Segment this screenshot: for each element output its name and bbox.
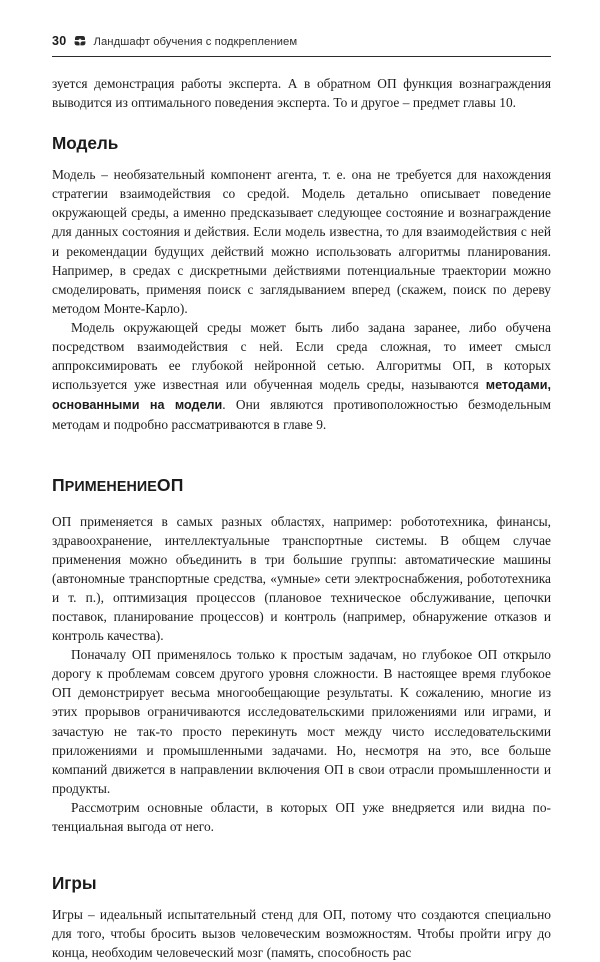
spacer (52, 435, 551, 475)
model-paragraph-2-part-1: Модель окружающей среды может быть либо задана заранее, либо обучена посредством взаимодействия с ней. Если среда сложная, то имеет смысл аппроксимировать ее глубокой нейронной сетью. Алгоритмы ОП, в которых используется уже известная или обученная модель среды, называются (52, 319, 551, 393)
application-paragraph-1: ОП применяется в самых разных областях, например: робототехника, финансы, здравоохранение, интеллектуальные транспортные системы. В общем случае применения можно объединить в три большие группы: автоматические машины (автономные транспортные средства, «умные» сети электроснабжения, робототехника и т. п.), оптимизация процессов (плановое техническое обслуживание, цепочки поставок, планирование процессов) и контроль (например, обнаружение отказов и контроль качества). (52, 513, 551, 644)
intro-paragraph: зуется демонстрация работы эксперта. А в обратном ОП функция вознаграждения выводится из оптимального поведения эксперта. То и другое – предмет главы 10. (52, 76, 551, 111)
model-paragraph-1: Модель – необязательный компонент агента, т. е. она не требуется для нахождения стратегии взаимодействия со средой. Модель детально описывает поведение окружающей среды, а именно предсказывает следующее состояние и вознаграждение для данных состояния и действия. Если модель известна, то для взаимодействия с ней и рекомендации будущих действий можно использовать алгоритмы планирования. Например, в средах с дискретными действиями потенциальные траектории можно смоделировать, применяя поиск с заглядыванием вперед (скажем, поиск по дереву методом Монте-Карло). (52, 167, 551, 316)
heading-application-initial: П (52, 474, 65, 495)
spacer (52, 496, 551, 512)
model-paragraph-2 (52, 318, 551, 435)
page-number: 30 (52, 34, 67, 48)
heading-application (52, 475, 551, 496)
four-petal-floret-icon (75, 35, 86, 46)
spacer (52, 112, 551, 133)
page-content (52, 34, 551, 962)
model-based-methods-term: методами, основанными на модели (52, 378, 551, 413)
spacer (52, 154, 551, 165)
games-paragraph-1: Игры – идеальный испытательный стенд для ОП, потому что создаются специально для того, чтобы бросить вызов человеческим возможностям. Чтобы пройти игру до конца, необходим человеческий мозг (память, способность рас (52, 907, 551, 961)
spacer (52, 836, 551, 873)
model-paragraph-2-part-2: . Они являются противоположностью безмодельным методам и подробно рассматриваются в главе 9. (52, 397, 551, 433)
running-header (52, 34, 551, 54)
body-text-block (52, 74, 551, 962)
application-paragraph-2: Поначалу ОП применялось только к простым задачам, но глубокое ОП открыло дорогу к проблемам совсем другого уровня сложности. В настоящее время глубокое ОП демонстрирует весьма многообещающие результаты. К сожалению, многие из этих прорывов ограничиваются исследовательскими приложениями или играми, и зачастую не так-то просто перекинуть мост между чисто исследовательскими приложениями и промышленными задачами. Но, несмотря на это, все больше компаний движется в направлении включения ОП в свои отрасли промышленности и продукты. (52, 647, 551, 796)
spacer (52, 894, 551, 905)
heading-application-abbrev: ОП (156, 474, 184, 495)
heading-application-smallcaps: РИМЕНЕНИЕ (64, 478, 157, 495)
heading-model: Модель (52, 133, 119, 154)
heading-games: Игры (52, 873, 97, 894)
running-header-title: Ландшафт обучения с подкреплением (93, 36, 298, 48)
header-rule-divider (52, 56, 551, 57)
application-paragraph-3: Рассмотрим основные области, в которых ОП уже внедряется или видна потенциальная выгода от него. (52, 799, 551, 834)
